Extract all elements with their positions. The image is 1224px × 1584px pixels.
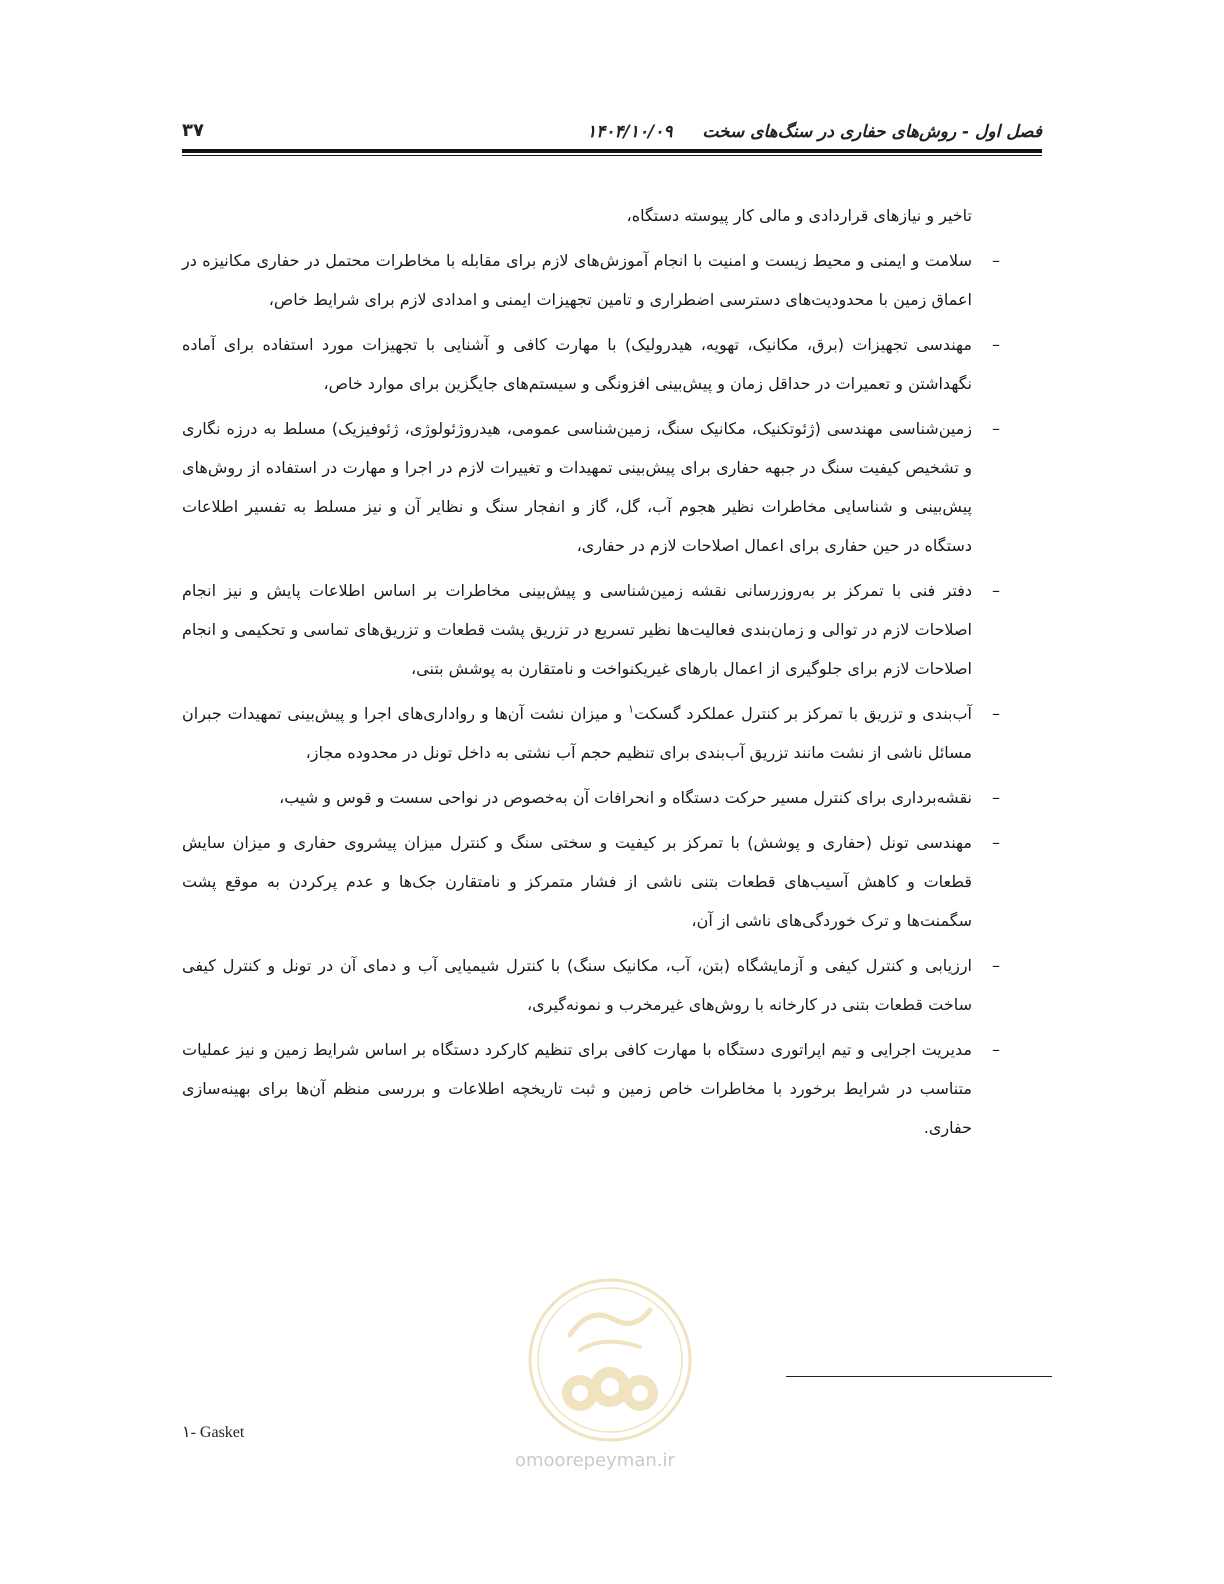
list-item-text: مهندسی تونل (حفاری و پوشش) با تمرکز بر کیفیت و سختی سنگ و کنترل میزان پیشروی حفاری و میزان سایش قطعات و کاهش آسیب‌های قطعات بتنی ناشی از فشار متمرکز و نامتقارن جک‌ها و عدم پرکردن به موقع پشت سگمنت‌ها و ترک خوردگی‌های ناشی از آن، xyxy=(182,833,972,930)
dash-marker: – xyxy=(992,581,1000,600)
watermark-url: omoorepeyman.ir xyxy=(515,1450,675,1471)
header-date: ۱۴۰۴/۱۰/۰۹ xyxy=(587,122,673,142)
footnote: ۱- Gasket xyxy=(182,1424,245,1441)
dash-marker: – xyxy=(992,335,1000,354)
list-item xyxy=(182,571,1002,688)
page-number: ۳۷ xyxy=(182,120,204,141)
list-item-text: ارزیابی و کنترل کیفی و آزمایشگاه (بتن، آب، مکانیک سنگ) با کنترل شیمیایی آب و دمای آن در تونل و کنترل کیفی ساخت قطعات بتنی در کارخانه با روش‌های غیرمخرب و نمونه‌گیری، xyxy=(182,956,972,1014)
footnote-rule xyxy=(786,1376,1052,1377)
watermark-logo xyxy=(510,1275,710,1445)
list-item xyxy=(182,241,1002,319)
list-item-text: سلامت و ایمنی و محیط زیست و امنیت با انجام آموزش‌های لازم برای مقابله با مخاطرات محتمل در حفاری مکانیزه در اعماق زمین با محدودیت‌های دسترسی اضطراری و تامین تجهیزات ایمنی و امدادی لازم برای شرایط خاص، xyxy=(182,251,972,309)
body-text xyxy=(182,196,1002,1147)
list-item xyxy=(182,409,1002,565)
list-item xyxy=(182,1030,1002,1147)
list-item-text: آب‌بندی و تزریق با تمرکز بر کنترل عملکرد گسکت xyxy=(634,704,972,723)
list-item xyxy=(182,778,1002,817)
list-item xyxy=(182,694,1002,772)
list-item-text: دفتر فنی با تمرکز بر به‌روزرسانی نقشه زمین‌شناسی و پیش‌بینی مخاطرات بر اساس اطلاعات پایش و نیز انجام اصلاحات لازم در توالی و زمان‌بندی فعالیت‌ها نظیر تسریع در تزریق پشت قطعات و تزریق‌های تماسی و تحکیمی و انجام اصلاحات لازم برای جلوگیری از اعمال بارهای غیریکنواخت و نامتقارن به پوشش بتنی، xyxy=(182,581,972,678)
header-rule-thick xyxy=(182,149,1042,153)
footnote-reference: ۱ xyxy=(628,702,635,716)
list-item xyxy=(182,325,1002,403)
list-item-text: مدیریت اجرایی و تیم اپراتوری دستگاه با مهارت کافی برای تنظیم کارکرد دستگاه بر اساس شرایط زمین و نیز عملیات متناسب در شرایط برخورد با مخاطرات خاص زمین و ثبت تاریخچه اطلاعات و بررسی منظم آن‌ها برای بهینه‌سازی حفاری. xyxy=(182,1040,972,1137)
dash-marker: – xyxy=(992,251,1000,270)
dash-marker: – xyxy=(992,704,1000,723)
list-item-text: و میزان نشت آن‌ها و رواداری‌های اجرا و پیش‌بینی تمهیدات جبران مسائل ناشی از نشت مانند تزریق آب‌بندی برای تنظیم حجم آب نشتی به داخل تونل در محدوده مجاز، xyxy=(182,704,972,762)
list-item-text: مهندسی تجهیزات (برق، مکانیک، تهویه، هیدرولیک) با مهارت کافی و آشنایی با تجهیزات مورد استفاده برای آماده نگهداشتن و تعمیرات در حداقل زمان و پیش‌بینی افزونگی و سیستم‌های جایگزین برای موارد خاص، xyxy=(182,335,972,393)
running-header xyxy=(182,118,1042,146)
list-item-text: نقشه‌برداری برای کنترل مسیر حرکت دستگاه و انحرافات آن به‌خصوص در نواحی سست و قوس و شیب، xyxy=(279,788,972,807)
header-rule-thin xyxy=(182,155,1042,156)
dash-marker: – xyxy=(992,956,1000,975)
continuation-paragraph: تاخیر و نیازهای قراردادی و مالی کار پیوسته دستگاه، xyxy=(626,206,972,225)
dash-marker: – xyxy=(992,419,1000,438)
list-item xyxy=(182,946,1002,1024)
list-item xyxy=(182,823,1002,940)
dash-marker: – xyxy=(992,833,1000,852)
dash-marker: – xyxy=(992,1040,1000,1059)
list-item-text: زمین‌شناسی مهندسی (ژئوتکنیک، مکانیک سنگ، زمین‌شناسی عمومی، هیدروژئولوژی، ژئوفیزیک) مسلط به درزه نگاری و تشخیص کیفیت سنگ در جبهه حفاری برای پیش‌بینی تمهیدات و تغییرات لازم در اجرا و مهارت در استفاده از روش‌های پیش‌بینی و شناسایی مخاطرات نظیر هجوم آب، گل، گاز و انفجار سنگ و نظایر آن و نیز مسلط به تفسیر اطلاعات دستگاه در حین حفاری برای اعمال اصلاحات لازم در حفاری، xyxy=(182,419,972,555)
chapter-title: فصل اول - روش‌های حفاری در سنگ‌های سخت xyxy=(702,122,1042,142)
dash-marker: – xyxy=(992,788,1000,807)
